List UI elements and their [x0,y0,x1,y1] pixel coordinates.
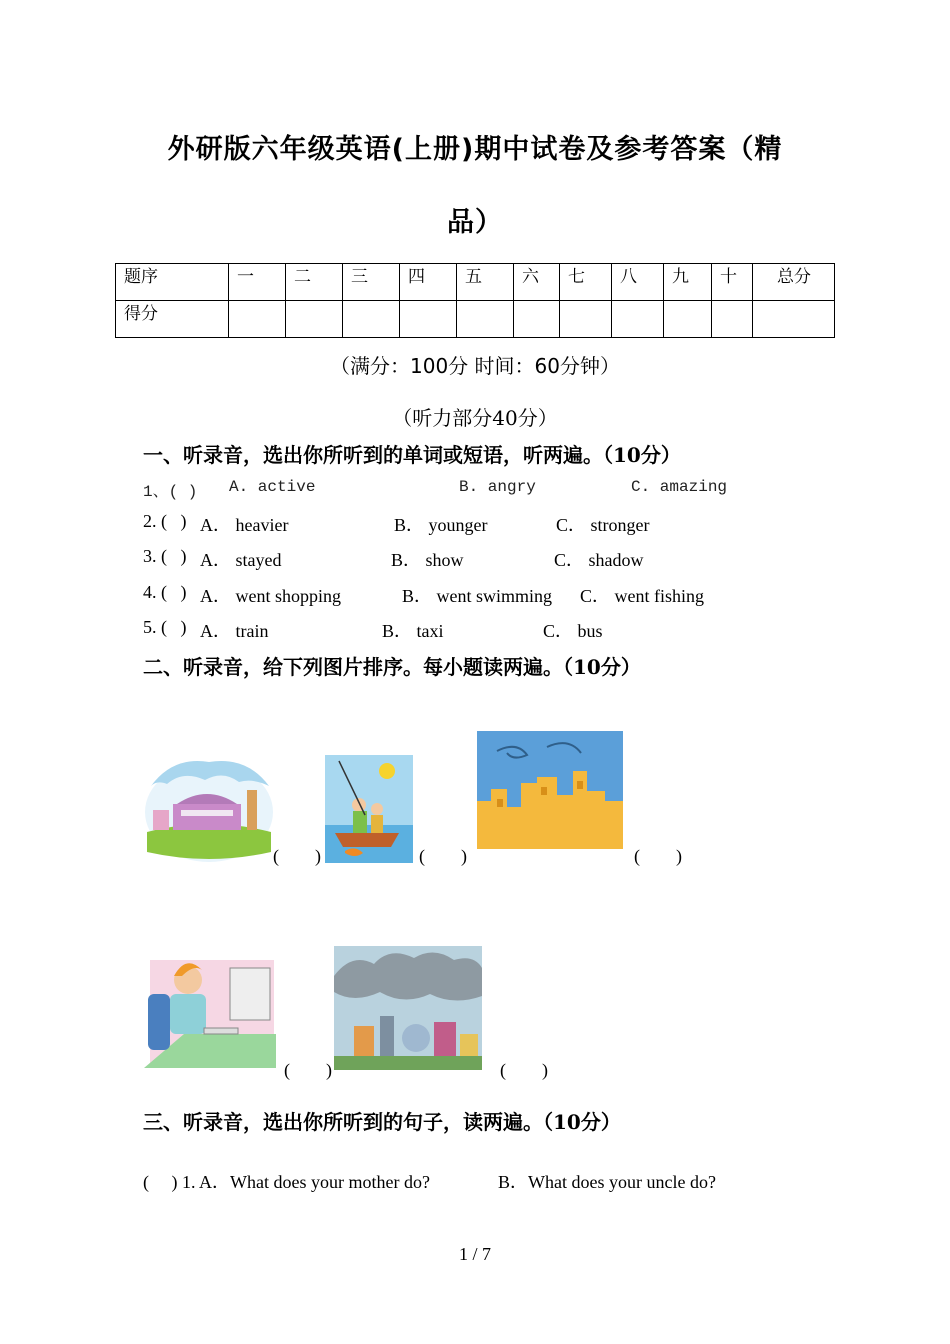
q3-option-a[interactable]: A． stayed [200,550,282,570]
full-marks-note: （满分：100分 时间：60分钟） [330,354,620,378]
answer-blank[interactable]: ( ) [419,846,467,866]
score-cell[interactable] [712,301,753,338]
table-cell: 八 [612,264,664,301]
computer-girl-picture [144,950,276,1068]
score-cell[interactable] [612,301,664,338]
score-cell[interactable] [229,301,286,338]
score-cell[interactable] [286,301,343,338]
q4-option-b[interactable]: B． went swimming [402,586,553,606]
q3-option-b[interactable]: B． show [391,550,464,570]
score-cell[interactable] [664,301,712,338]
q4-option-a[interactable]: A． went shopping [200,586,341,606]
q5-option-b[interactable]: B． taxi [382,621,444,641]
section-3-heading: 三、听录音，选出你所听到的句子，读两遍。（10分） [143,1110,621,1134]
page-title-continued: 品） [447,207,503,238]
q1-option-c[interactable]: C. amazing [631,478,728,496]
score-table-score-row [116,301,835,338]
q5-option-c[interactable]: C． bus [543,621,603,641]
table-cell: 二 [286,264,343,301]
table-cell: 五 [457,264,514,301]
q2-option-c[interactable]: C． stronger [556,515,650,535]
score-cell[interactable] [457,301,514,338]
q2-option-b[interactable]: B． younger [394,515,488,535]
q2-option-a[interactable]: A． heavier [200,515,289,535]
s3-q1-option-b[interactable]: B．What does your uncle do? [498,1172,716,1192]
score-cell[interactable] [753,301,835,338]
q5-number: 5. ( ) [143,617,187,637]
table-cell: 七 [560,264,612,301]
table-cell: 十 [712,264,753,301]
score-table-header-row [116,264,835,301]
table-cell: 总分 [753,264,835,301]
table-cell: 题序 [116,264,229,301]
stadium-picture [143,756,275,864]
q4-number: 4. ( ) [143,582,187,602]
score-cell[interactable] [514,301,560,338]
table-cell: 六 [514,264,560,301]
answer-blank[interactable]: ( ) [500,1060,548,1080]
polluted-city-picture [334,946,482,1070]
q1-option-a[interactable]: A. active [229,478,316,496]
answer-blank[interactable]: ( ) [273,846,321,866]
page-number: 1 / 7 [458,1244,491,1264]
listening-part-label: （听力部分40分） [392,406,558,430]
score-table [115,263,835,338]
score-cell[interactable] [560,301,612,338]
answer-blank[interactable]: ( ) [284,1060,332,1080]
s3-q1-option-a[interactable]: ( ) 1. A．What does your mother do? [143,1172,430,1192]
page-title: 外研版六年级英语(上册)期中试卷及参考答案（精 [167,134,783,165]
section-1-heading: 一、听录音，选出你所听到的单词或短语，听两遍。（10分） [143,443,681,467]
table-cell: 一 [229,264,286,301]
windy-city-picture [477,731,623,849]
q3-option-c[interactable]: C． shadow [554,550,644,570]
section-2-heading: 二、听录音，给下列图片排序。每小题读两遍。（10分） [143,655,641,679]
q4-option-c[interactable]: C． went fishing [580,586,704,606]
q3-number: 3. ( ) [143,546,187,566]
q5-option-a[interactable]: A． train [200,621,269,641]
answer-blank[interactable]: ( ) [634,846,682,866]
fishing-picture [325,755,413,863]
table-cell: 三 [343,264,400,301]
q2-number: 2. ( ) [143,511,187,531]
q1-option-b[interactable]: B. angry [459,478,536,496]
table-cell: 四 [400,264,457,301]
q1-number: 1、( ) [143,483,198,501]
table-cell: 九 [664,264,712,301]
score-cell[interactable] [400,301,457,338]
table-cell: 得分 [116,301,229,338]
score-cell[interactable] [343,301,400,338]
